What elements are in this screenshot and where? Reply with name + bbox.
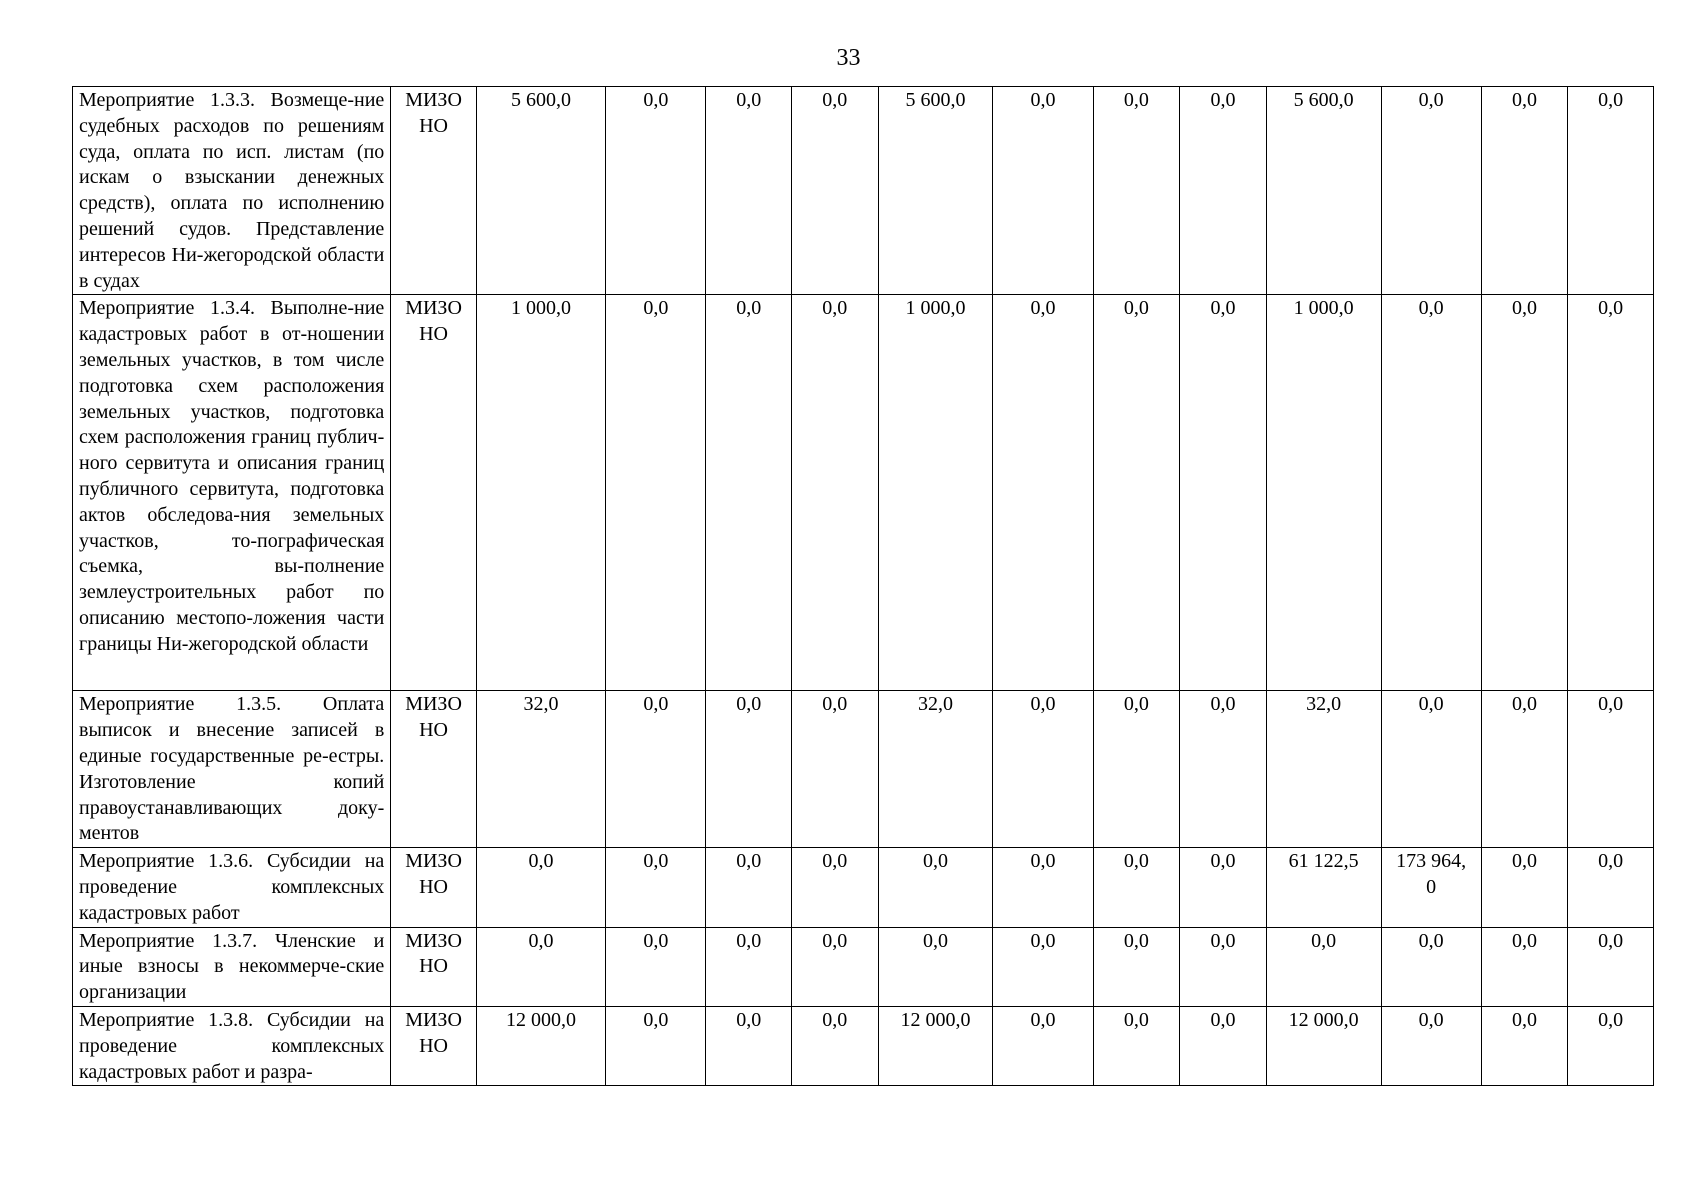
- value-cell: 0,0: [791, 691, 878, 848]
- value-cell: 0,0: [993, 1006, 1093, 1085]
- value-cell: 0,0: [1568, 87, 1654, 295]
- value-cell: 1 000,0: [878, 295, 993, 691]
- table-row: [73, 927, 1654, 1006]
- value-cell: 1 000,0: [476, 295, 605, 691]
- value-cell: 0,0: [1180, 1006, 1267, 1085]
- value-cell: 0,0: [706, 295, 792, 691]
- activity-description: Мероприятие 1.3.4. Выполне-ние кадастровых работ в от-ношении земельных участков, в том числе подготовка схем расположения земельных участков, подготовка схем расположения границ публич-ного сервитута и описания границ публичного сервитута, подготовка актов обследова-ния земельных участков, то-пографическая съемка, вы-полнение землеустроительных работ по описанию местопо-ложения части границы Ни-жегородской области: [73, 295, 391, 691]
- executor-cell: МИЗО НО: [391, 1006, 477, 1085]
- value-cell: 0,0: [606, 691, 706, 848]
- value-cell: 0,0: [1381, 927, 1481, 1006]
- value-cell: 0,0: [606, 1006, 706, 1085]
- value-cell: 0,0: [1381, 691, 1481, 848]
- value-cell: 0,0: [1093, 927, 1180, 1006]
- value-cell: 0,0: [791, 848, 878, 927]
- value-cell: 5 600,0: [1266, 87, 1381, 295]
- value-cell: 0,0: [1093, 1006, 1180, 1085]
- value-cell: 0,0: [1093, 87, 1180, 295]
- value-cell: 0,0: [791, 87, 878, 295]
- value-cell: 0,0: [706, 927, 792, 1006]
- value-cell: 0,0: [706, 848, 792, 927]
- value-cell: 0,0: [706, 87, 792, 295]
- executor-cell: МИЗО НО: [391, 927, 477, 1006]
- value-cell: 0,0: [1180, 295, 1267, 691]
- value-cell: 0,0: [1180, 691, 1267, 848]
- page-number: 33: [836, 45, 861, 71]
- value-cell: 0,0: [476, 848, 605, 927]
- value-cell: 0,0: [1266, 927, 1381, 1006]
- value-cell: 0,0: [791, 1006, 878, 1085]
- value-cell: 0,0: [1481, 691, 1568, 848]
- value-cell: 173 964, 0: [1381, 848, 1481, 927]
- value-cell: 0,0: [606, 927, 706, 1006]
- table-row: [73, 848, 1654, 927]
- value-cell: 0,0: [1568, 691, 1654, 848]
- value-cell: 32,0: [476, 691, 605, 848]
- value-cell: 0,0: [606, 87, 706, 295]
- value-cell: 0,0: [1093, 691, 1180, 848]
- value-cell: 0,0: [1381, 1006, 1481, 1085]
- executor-cell: МИЗО НО: [391, 691, 477, 848]
- value-cell: 0,0: [1568, 1006, 1654, 1085]
- value-cell: 0,0: [1481, 295, 1568, 691]
- value-cell: 32,0: [878, 691, 993, 848]
- activity-description: Мероприятие 1.3.7. Членские и иные взносы в некоммерче-ские организации: [73, 927, 391, 1006]
- value-cell: 0,0: [878, 848, 993, 927]
- value-cell: 0,0: [993, 295, 1093, 691]
- value-cell: 0,0: [1180, 848, 1267, 927]
- value-cell: 0,0: [1180, 87, 1267, 295]
- value-cell: 0,0: [993, 927, 1093, 1006]
- activity-description: Мероприятие 1.3.8. Субсидии на проведение комплексных кадастровых работ и разра-: [73, 1006, 391, 1085]
- value-cell: 0,0: [1568, 927, 1654, 1006]
- value-cell: 5 600,0: [476, 87, 605, 295]
- value-cell: 0,0: [1381, 87, 1481, 295]
- executor-cell: МИЗО НО: [391, 295, 477, 691]
- table-row: [73, 1006, 1654, 1085]
- executor-cell: МИЗО НО: [391, 848, 477, 927]
- value-cell: 0,0: [1568, 848, 1654, 927]
- value-cell: 0,0: [791, 295, 878, 691]
- executor-cell: МИЗО НО: [391, 87, 477, 295]
- value-cell: 32,0: [1266, 691, 1381, 848]
- value-cell: 0,0: [791, 927, 878, 1006]
- value-cell: 0,0: [476, 927, 605, 1006]
- value-cell: 0,0: [1481, 848, 1568, 927]
- budget-table: [72, 86, 1654, 1086]
- activity-description: Мероприятие 1.3.6. Субсидии на проведение комплексных кадастровых работ: [73, 848, 391, 927]
- activity-description: Мероприятие 1.3.5. Оплата выписок и внесение записей в единые государственные ре-естры. Изготовление копий правоустанавливающих доку-ментов: [73, 691, 391, 848]
- value-cell: 0,0: [1568, 295, 1654, 691]
- value-cell: 0,0: [706, 691, 792, 848]
- value-cell: 12 000,0: [476, 1006, 605, 1085]
- value-cell: 12 000,0: [1266, 1006, 1381, 1085]
- value-cell: 0,0: [1481, 87, 1568, 295]
- value-cell: 0,0: [1093, 848, 1180, 927]
- value-cell: 1 000,0: [1266, 295, 1381, 691]
- value-cell: 0,0: [1481, 927, 1568, 1006]
- activity-description: Мероприятие 1.3.3. Возмеще-ние судебных расходов по решениям суда, оплата по исп. листам (по искам о взыскании денежных средств), оплата по исполнению решений судов. Представление интересов Ни-жегородской области в судах: [73, 87, 391, 295]
- value-cell: 0,0: [1481, 1006, 1568, 1085]
- value-cell: 0,0: [993, 848, 1093, 927]
- value-cell: 0,0: [1381, 295, 1481, 691]
- value-cell: 5 600,0: [878, 87, 993, 295]
- value-cell: 12 000,0: [878, 1006, 993, 1085]
- table-row: [73, 691, 1654, 848]
- table-body: [73, 87, 1654, 1086]
- value-cell: 0,0: [878, 927, 993, 1006]
- value-cell: 0,0: [706, 1006, 792, 1085]
- table-row: [73, 87, 1654, 295]
- value-cell: 0,0: [606, 295, 706, 691]
- value-cell: 0,0: [1093, 295, 1180, 691]
- value-cell: 0,0: [1180, 927, 1267, 1006]
- table-row: [73, 295, 1654, 691]
- value-cell: 0,0: [606, 848, 706, 927]
- value-cell: 0,0: [993, 691, 1093, 848]
- value-cell: 0,0: [993, 87, 1093, 295]
- value-cell: 61 122,5: [1266, 848, 1381, 927]
